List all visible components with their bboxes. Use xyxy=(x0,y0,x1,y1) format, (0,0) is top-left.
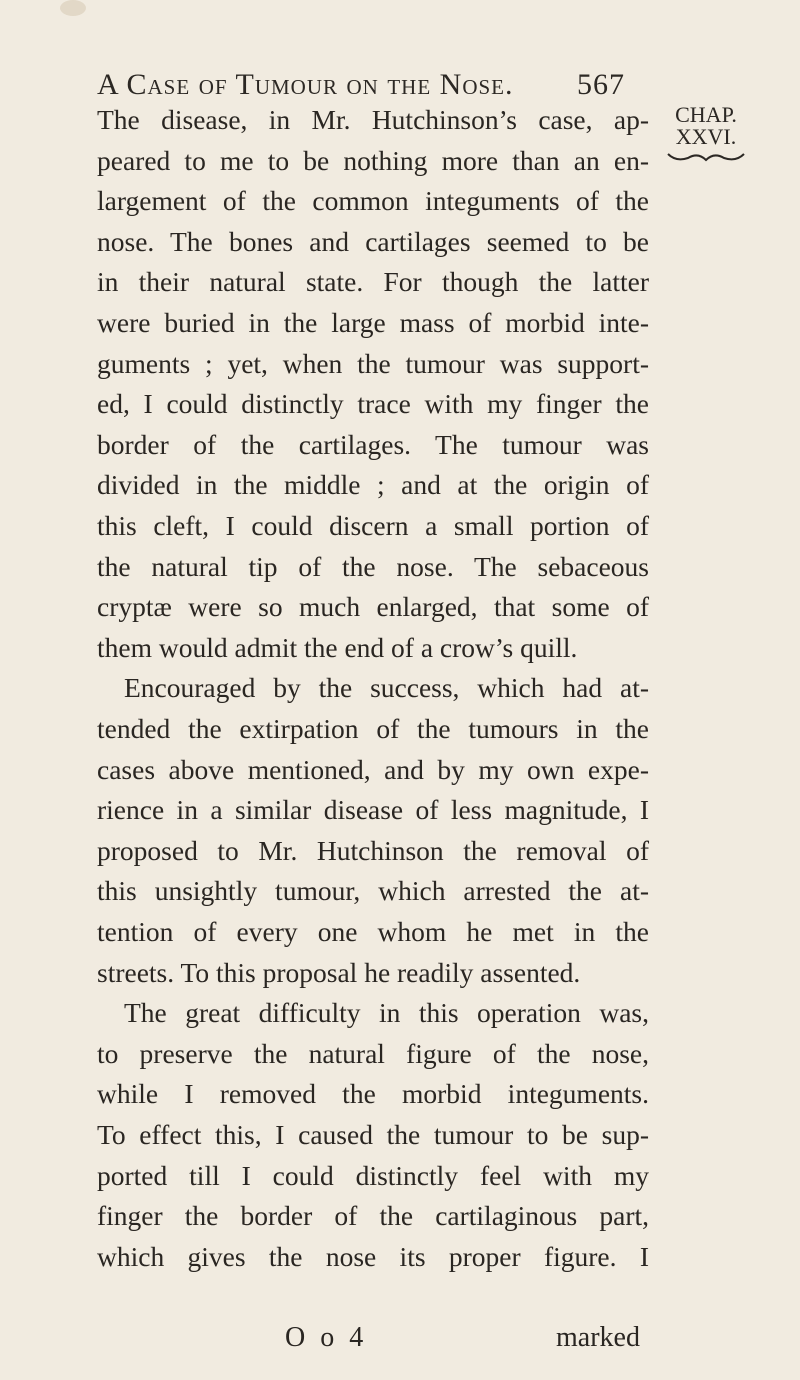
decorative-brace-icon xyxy=(666,150,746,164)
text-line: To effect this, I caused the tumour to be sup- xyxy=(97,1119,649,1150)
text-line: in their natural state. For though the latter xyxy=(97,266,649,298)
text-line: cryptæ were so much enlarged, that some of xyxy=(97,591,649,623)
text-line: them would admit the end of a crow’s quill. xyxy=(97,631,578,663)
signature-mark: O o 4 xyxy=(285,1322,368,1353)
running-head xyxy=(97,68,657,102)
text-line: tended the extirpation of the tumours in the xyxy=(97,713,649,744)
page-number: 567 xyxy=(577,68,625,101)
text-line: which gives the nose its proper figure. I xyxy=(97,1240,649,1272)
text-line: border of the cartilages. The tumour was xyxy=(97,428,649,460)
text-line: ported till I could distinctly feel with my xyxy=(97,1159,649,1191)
text-line: while I removed the morbid integuments. xyxy=(97,1078,649,1110)
text-line: finger the border of the cartilaginous part, xyxy=(97,1200,649,1232)
text-line: cases above mentioned, and by my own expe- xyxy=(97,753,649,785)
text-line: tention of every one whom he met in the xyxy=(97,916,649,947)
text-line: the natural tip of the nose. The sebaceous xyxy=(97,550,649,582)
text-line: to preserve the natural figure of the nose, xyxy=(97,1037,649,1069)
text-line: this unsightly tumour, which arrested the at- xyxy=(97,875,649,907)
margin-note-number: XXVI. xyxy=(675,124,737,149)
text-line: nose. The bones and cartilages seemed to be xyxy=(97,225,649,257)
text-line: were buried in the large mass of morbid inte- xyxy=(97,307,649,338)
text-line: proposed to Mr. Hutchinson the removal of xyxy=(97,834,649,866)
text-line: divided in the middle ; and at the origin of xyxy=(97,469,649,501)
text-line: this cleft, I could discern a small portion of xyxy=(97,510,649,541)
text-line: The great difficulty in this operation was, xyxy=(124,997,649,1029)
margin-note-chap: CHAP. xyxy=(675,102,737,127)
text-line: guments ; yet, when the tumour was support- xyxy=(97,347,649,379)
chapter-margin-note xyxy=(662,104,750,164)
text-line: ed, I could distinctly trace with my finger the xyxy=(97,388,649,420)
text-line: streets. To this proposal he readily assented. xyxy=(97,956,581,988)
text-line: largement of the common integuments of the xyxy=(97,185,649,217)
text-line: peared to me to be nothing more than an en- xyxy=(97,144,649,176)
catchword: marked xyxy=(556,1322,640,1353)
running-head-title: A Case of Tumour on the Nose. xyxy=(97,68,514,101)
text-line: Encouraged by the success, which had at- xyxy=(124,672,649,704)
text-line: rience in a similar disease of less magnitude, I xyxy=(97,794,649,826)
paper-stain xyxy=(60,0,86,16)
text-line: The disease, in Mr. Hutchinson’s case, ap- xyxy=(97,104,649,135)
